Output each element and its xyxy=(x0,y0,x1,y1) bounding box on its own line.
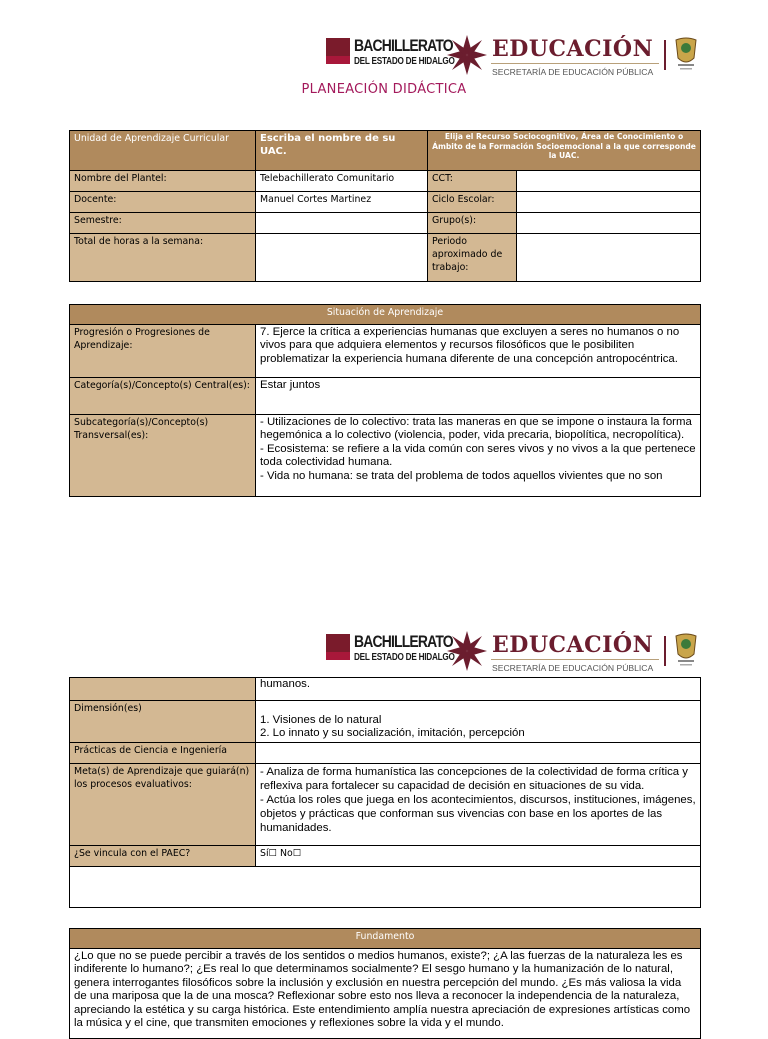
ciclo-value[interactable] xyxy=(517,192,701,213)
hidalgo-crest-icon xyxy=(672,36,700,74)
semestre-value[interactable] xyxy=(256,213,428,234)
dimension-line: 2. Lo innato y su socialización, imitación, percepción xyxy=(260,727,525,740)
paec-label: ¿Se vincula con el PAEC? xyxy=(70,845,256,866)
bachillerato-logo xyxy=(326,630,455,670)
sep-subtitle: SECRETARÍA DE EDUCACIÓN PÚBLICA xyxy=(492,663,654,673)
periodo-value[interactable] xyxy=(517,234,701,282)
subcategoria-line: - Vida no humana: se trata del problema de todos aquellos vivientes que no son xyxy=(260,469,663,482)
page-header-2 xyxy=(0,630,768,680)
fundamento-header: Fundamento xyxy=(70,929,701,949)
educacion-wordmark: EDUCACIÓN xyxy=(492,632,654,658)
page-header xyxy=(0,34,768,84)
continued-text: humanos. xyxy=(256,678,701,701)
situacion-header: Situación de Aprendizaje xyxy=(70,305,701,325)
docente-label: Docente: xyxy=(70,192,256,213)
practicas-value[interactable] xyxy=(256,742,701,763)
educacion-wordmark: EDUCACIÓN xyxy=(492,36,654,62)
page-title: PLANEACIÓN DIDÁCTICA xyxy=(301,82,467,97)
cct-value[interactable] xyxy=(517,171,701,192)
uac-label: Unidad de Aprendizaje Curricular xyxy=(70,131,256,171)
bachillerato-logo-line1: BACHILLERATO xyxy=(354,36,453,55)
periodo-label: Periodo aproximado de trabajo: xyxy=(428,234,517,282)
horas-label: Total de horas a la semana: xyxy=(70,234,256,282)
semestre-label: Semestre: xyxy=(70,213,256,234)
plantel-value[interactable]: Telebachillerato Comunitario xyxy=(256,171,428,192)
categoria-value[interactable]: Estar juntos xyxy=(256,378,701,415)
ciclo-label: Ciclo Escolar: xyxy=(428,192,517,213)
subcategoria-line: - Ecosistema: se refiere a la vida común con seres vivos y no vivos a la que pertenece toda colectividad humana. xyxy=(260,442,696,469)
grupo-value[interactable] xyxy=(517,213,701,234)
bachillerato-logo-line2: DEL ESTADO DE HIDALGO xyxy=(354,652,455,663)
metas-value[interactable] xyxy=(256,763,701,845)
general-info-table xyxy=(69,130,701,282)
star-emblem-icon xyxy=(446,630,488,672)
fundamento-table xyxy=(69,928,701,1039)
metas-line: - Analiza de forma humanística las concepciones de la colectividad de forma crítica y reflexiva para fortalecer su capacidad de decisión en situaciones de su vida. xyxy=(260,765,688,792)
situacion-table xyxy=(69,304,701,497)
plantel-label: Nombre del Plantel: xyxy=(70,171,256,192)
metas-line: - Actúa los roles que juega en los acontecimientos, discursos, instituciones, imágenes, objetos y prácticas que conforman sus vivencias con base en los aportes de las humanidades. xyxy=(260,793,696,834)
uac-value[interactable]: Escriba el nombre de su UAC. xyxy=(256,131,428,171)
dimension-value[interactable] xyxy=(256,701,701,743)
progresion-label: Progresión o Progresiones de Aprendizaje: xyxy=(70,325,256,378)
uac-note[interactable]: Elija el Recurso Sociocognitivo, Área de Conocimiento o Ámbito de la Formación Socioemocional a la que corresponde la UAC. xyxy=(428,131,701,171)
horas-value[interactable] xyxy=(256,234,428,282)
dimension-line: 1. Visiones de lo natural xyxy=(260,714,382,726)
metas-label: Meta(s) de Aprendizaje que guiará(n) los procesos evaluativos: xyxy=(70,763,256,845)
subcategoria-line: - Utilizaciones de lo colectivo: trata las maneras en que se impone o instaura la forma hegemónica a lo colectivo (violencia, poder, vida precaria, biopolítica, necropolítica). xyxy=(260,416,692,442)
bachillerato-logo-line1: BACHILLERATO xyxy=(354,632,453,651)
situacion-table-continued xyxy=(69,677,701,908)
paec-checkboxes[interactable]: Sí☐ No☐ xyxy=(256,845,701,866)
categoria-label: Categoría(s)/Concepto(s) Central(es): xyxy=(70,378,256,415)
star-emblem-icon xyxy=(446,34,488,76)
grupo-label: Grupo(s): xyxy=(428,213,517,234)
practicas-label: Prácticas de Ciencia e Ingeniería xyxy=(70,742,256,763)
docente-value[interactable]: Manuel Cortes Martinez xyxy=(256,192,428,213)
sep-subtitle: SECRETARÍA DE EDUCACIÓN PÚBLICA xyxy=(492,67,654,77)
bachillerato-logo xyxy=(326,34,455,74)
subcategoria-value[interactable] xyxy=(256,415,701,497)
subcategoria-label: Subcategoría(s)/Concepto(s) Transversal(es): xyxy=(70,415,256,497)
paec-details[interactable] xyxy=(70,866,701,907)
fundamento-text[interactable] xyxy=(70,949,701,1039)
progresion-value[interactable]: 7. Ejerce la crítica a experiencias humanas que excluyen a seres no humanos o no vivos para que adquiera elementos y recursos filosóficos que le posibiliten problematizar la experiencia humana diferente de una concepción antropocéntrica. xyxy=(256,325,701,378)
fundamento-body: ¿Lo que no se puede percibir a través de los sentidos o medios humanos, existe?; ¿A las fuerzas de la naturaleza les es indiferente lo humano?; ¿Es real lo que determinamos socialmente? El sesgo humano y la humanización de lo natural, genera interrogantes filosóficos sobre la inclusión y exclusión en nuestra percepción del mundo. ¿Es más valiosa la vida de una mariposa que la de una mosca? Reflexionar sobre esto nos lleva a reconocer la independencia de la naturaleza, apreciando la estética y su carga histórica. Este entendimiento amplía nuestra apreciación de expresiones artísticas como la música y el cine, que transmiten emociones y reflexiones sobre la vida y el mundo. xyxy=(74,950,691,1030)
dimension-label: Dimensión(es) xyxy=(70,701,256,743)
cct-label: CCT: xyxy=(428,171,517,192)
hidalgo-crest-icon xyxy=(672,632,700,670)
bachillerato-logo-line2: DEL ESTADO DE HIDALGO xyxy=(354,56,455,67)
